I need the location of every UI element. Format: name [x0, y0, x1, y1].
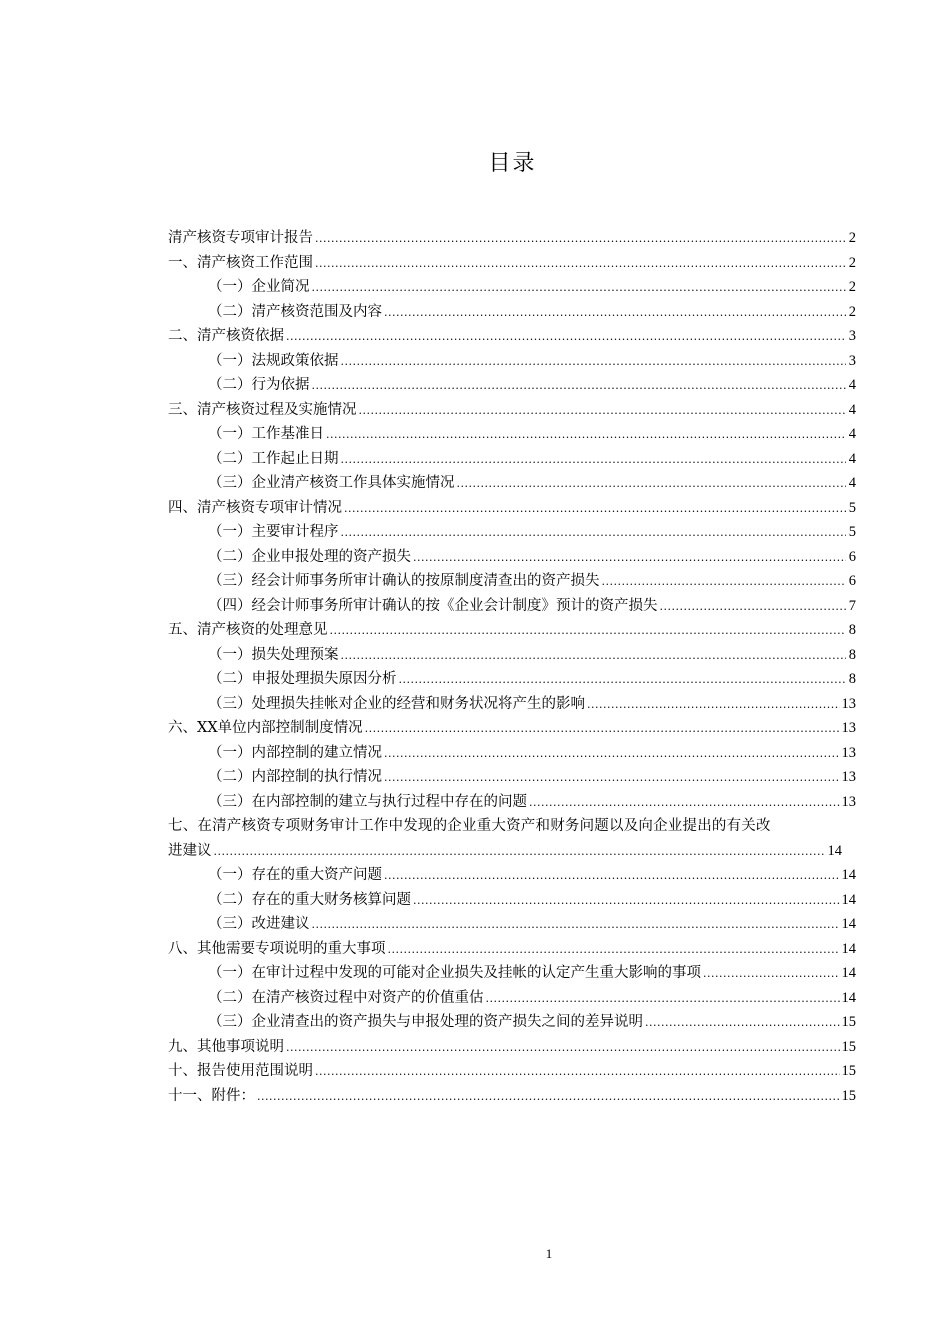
- toc-entry-label: 三、清产核资过程及实施情况: [168, 401, 357, 418]
- toc-entry-label: （一）工作基准日: [208, 426, 324, 442]
- toc-entry[interactable]: [168, 986, 856, 1011]
- toc-entry-label: （三）企业清查出的资产损失与申报处理的资产损失之间的差异说明: [208, 1014, 643, 1030]
- toc-entry[interactable]: [168, 496, 856, 521]
- toc-entry-page: 4: [848, 401, 856, 418]
- toc-entry[interactable]: [168, 1010, 856, 1035]
- toc-entry-label: 九、其他事项说明: [168, 1038, 284, 1055]
- toc-dot-leader: [214, 840, 826, 865]
- toc-entry-label: （一）内部控制的建立情况: [208, 744, 382, 761]
- toc-entry[interactable]: [168, 888, 856, 913]
- toc-entry-label: 十一、附件：: [168, 1087, 255, 1104]
- toc-dot-leader: [486, 987, 840, 1012]
- toc-dot-leader: [602, 570, 847, 595]
- toc-section-bottom: [168, 863, 856, 1108]
- toc-entry-page: 14: [841, 965, 856, 981]
- table-of-contents: [168, 226, 856, 1108]
- toc-entry-page: 4: [848, 426, 856, 442]
- toc-entry-page: 13: [841, 720, 856, 736]
- toc-entry[interactable]: [168, 226, 856, 251]
- toc-entry[interactable]: [168, 741, 856, 766]
- toc-dot-leader: [286, 325, 846, 350]
- toc-entry-label: 五、清产核资的处理意见: [168, 622, 328, 638]
- toc-entry-label: 四、清产核资专项审计情况: [168, 499, 342, 516]
- toc-entry-label: 二、清产核资依据: [168, 328, 284, 344]
- toc-entry-page: 2: [848, 254, 856, 271]
- toc-entry-page: 3: [848, 328, 856, 344]
- toc-entry-page: 5: [848, 524, 856, 540]
- toc-dot-leader: [330, 619, 847, 644]
- toc-entry[interactable]: [168, 471, 856, 496]
- toc-entry-label: （一）主要审计程序: [208, 524, 339, 540]
- toc-entry-label: （二）申报处理损失原因分析: [208, 671, 397, 687]
- toc-entry[interactable]: [168, 520, 856, 545]
- toc-entry-label: （一）存在的重大资产问题: [208, 867, 382, 883]
- toc-dot-leader: [399, 668, 847, 693]
- toc-entry-label: 十、报告使用范围说明: [168, 1063, 313, 1079]
- toc-entry-page: 13: [841, 695, 856, 712]
- toc-dot-leader: [365, 717, 840, 742]
- toc-dot-leader: [341, 644, 847, 669]
- toc-entry[interactable]: [168, 447, 856, 472]
- toc-entry[interactable]: [168, 300, 856, 325]
- toc-dot-leader: [645, 1011, 840, 1036]
- toc-entry[interactable]: [168, 1059, 856, 1084]
- toc-entry[interactable]: [168, 716, 856, 741]
- toc-entry-page: 14: [841, 891, 856, 908]
- toc-entry-label: （二）内部控制的执行情况: [208, 769, 382, 785]
- toc-entry-label-line2: 进建议: [168, 842, 212, 859]
- toc-entry-label-line1: 七、在清产核资专项财务审计工作中发现的企业重大资产和财务问题以及向企业提出的有关改: [168, 818, 771, 834]
- toc-dot-leader: [315, 252, 846, 277]
- toc-entry-label: （二）存在的重大财务核算问题: [208, 891, 411, 908]
- toc-entry-page: 3: [848, 352, 856, 369]
- toc-entry-page: 13: [841, 744, 856, 761]
- toc-entry[interactable]: [168, 422, 856, 447]
- toc-entry-label: （二）清产核资范围及内容: [208, 303, 382, 320]
- toc-entry-page: 6: [848, 573, 856, 589]
- toc-dot-leader: [388, 938, 840, 963]
- toc-dot-leader: [341, 448, 847, 473]
- toc-entry[interactable]: [168, 569, 856, 594]
- toc-entry[interactable]: [168, 275, 856, 300]
- toc-entry-page: 14: [841, 940, 856, 957]
- toc-dot-leader: [384, 301, 846, 326]
- toc-entry[interactable]: [168, 324, 856, 349]
- toc-entry-label: （三）经会计师事务所审计确认的按原制度清查出的资产损失: [208, 573, 600, 589]
- toc-entry-label: 六、XX单位内部控制制度情况: [168, 720, 363, 736]
- toc-entry-page: 2: [848, 230, 856, 246]
- toc-dot-leader: [312, 276, 847, 301]
- toc-section-top: [168, 226, 856, 814]
- toc-entry-page: 4: [848, 377, 856, 393]
- toc-entry[interactable]: [168, 545, 856, 570]
- toc-entry-label: 清产核资专项审计报告: [168, 230, 313, 246]
- toc-entry-page: 8: [848, 671, 856, 687]
- toc-entry-page: 7: [848, 597, 856, 614]
- toc-entry-label: 一、清产核资工作范围: [168, 254, 313, 271]
- toc-entry-page: 15: [841, 1087, 856, 1104]
- toc-entry[interactable]: [168, 863, 856, 888]
- toc-dot-leader: [286, 1036, 840, 1061]
- toc-dot-leader: [413, 546, 846, 571]
- toc-dot-leader: [359, 399, 847, 424]
- toc-entry-page: 14: [841, 989, 856, 1006]
- toc-dot-leader: [457, 472, 847, 497]
- toc-entry[interactable]: [168, 961, 856, 986]
- toc-entry-page: 5: [848, 499, 856, 516]
- toc-entry[interactable]: [168, 1035, 856, 1060]
- toc-entry-label: 八、其他需要专项说明的重大事项: [168, 940, 386, 957]
- toc-entry[interactable]: [168, 349, 856, 374]
- toc-entry-page: 6: [848, 548, 856, 565]
- toc-entry-page: 13: [841, 769, 856, 785]
- toc-entry[interactable]: [168, 667, 856, 692]
- toc-entry[interactable]: [168, 1084, 856, 1109]
- toc-entry-label: （三）在内部控制的建立与执行过程中存在的问题: [208, 793, 527, 810]
- toc-dot-leader: [660, 595, 847, 620]
- toc-entry-label: （三）企业清产核资工作具体实施情况: [208, 475, 455, 491]
- toc-dot-leader: [315, 1060, 840, 1085]
- toc-dot-leader: [312, 913, 840, 938]
- toc-entry[interactable]: [168, 398, 856, 423]
- toc-entry[interactable]: [168, 765, 856, 790]
- toc-dot-leader: [384, 766, 840, 791]
- toc-entry-label: （一）法规政策依据: [208, 352, 339, 369]
- toc-entry-page: 8: [848, 646, 856, 663]
- toc-entry[interactable]: [168, 692, 856, 717]
- toc-dot-leader: [315, 227, 846, 252]
- toc-dot-leader: [344, 497, 846, 522]
- toc-entry-label: （四）经会计师事务所审计确认的按《企业会计制度》预计的资产损失: [208, 597, 658, 614]
- toc-entry[interactable]: [168, 251, 856, 276]
- toc-dot-leader: [384, 864, 840, 889]
- toc-entry-page: 14: [841, 867, 856, 883]
- toc-entry[interactable]: [168, 643, 856, 668]
- toc-entry[interactable]: [168, 790, 856, 815]
- toc-entry-label: （一）在审计过程中发现的可能对企业损失及挂帐的认定产生重大影响的事项: [208, 965, 701, 981]
- toc-entry-page: 13: [841, 793, 856, 810]
- toc-entry-page: 4: [848, 475, 856, 491]
- toc-dot-leader: [257, 1085, 840, 1110]
- toc-entry-label: （二）在清产核资过程中对资产的价值重估: [208, 989, 484, 1006]
- toc-entry-page: 2: [848, 303, 856, 320]
- toc-entry-page: 2: [848, 279, 856, 295]
- toc-dot-leader: [341, 350, 847, 375]
- toc-entry-wrapped[interactable]: [168, 814, 856, 863]
- toc-entry-page: 15: [841, 1014, 856, 1030]
- toc-entry-label: （二）企业申报处理的资产损失: [208, 548, 411, 565]
- toc-entry-label: （二）行为依据: [208, 377, 310, 393]
- toc-entry-page: 8: [848, 622, 856, 638]
- page-title: 目录: [488, 151, 537, 176]
- toc-entry[interactable]: [168, 618, 856, 643]
- toc-entry-page: 15: [841, 1063, 856, 1079]
- toc-entry-page: 4: [848, 450, 856, 467]
- toc-entry[interactable]: [168, 373, 856, 398]
- toc-dot-leader: [703, 962, 840, 987]
- toc-dot-leader: [529, 791, 840, 816]
- toc-entry-label: （二）工作起止日期: [208, 450, 339, 467]
- toc-dot-leader: [413, 889, 840, 914]
- toc-dot-leader: [587, 693, 840, 718]
- toc-entry-label: （一）企业简况: [208, 279, 310, 295]
- toc-dot-leader: [312, 374, 847, 399]
- toc-entry-page: 15: [841, 1038, 856, 1055]
- page-number: 1: [545, 1246, 553, 1261]
- toc-dot-leader: [384, 742, 840, 767]
- toc-entry-label: （三）改进建议: [208, 916, 310, 932]
- toc-dot-leader: [326, 423, 846, 448]
- toc-dot-leader: [341, 521, 847, 546]
- toc-entry-label: （一）损失处理预案: [208, 646, 339, 663]
- toc-entry[interactable]: [168, 937, 856, 962]
- toc-entry-label: （三）处理损失挂帐对企业的经营和财务状况将产生的影响: [208, 695, 585, 712]
- toc-entry-page: 14: [841, 916, 856, 932]
- toc-entry[interactable]: [168, 912, 856, 937]
- toc-entry-page: 14: [827, 842, 842, 859]
- toc-entry[interactable]: [168, 594, 856, 619]
